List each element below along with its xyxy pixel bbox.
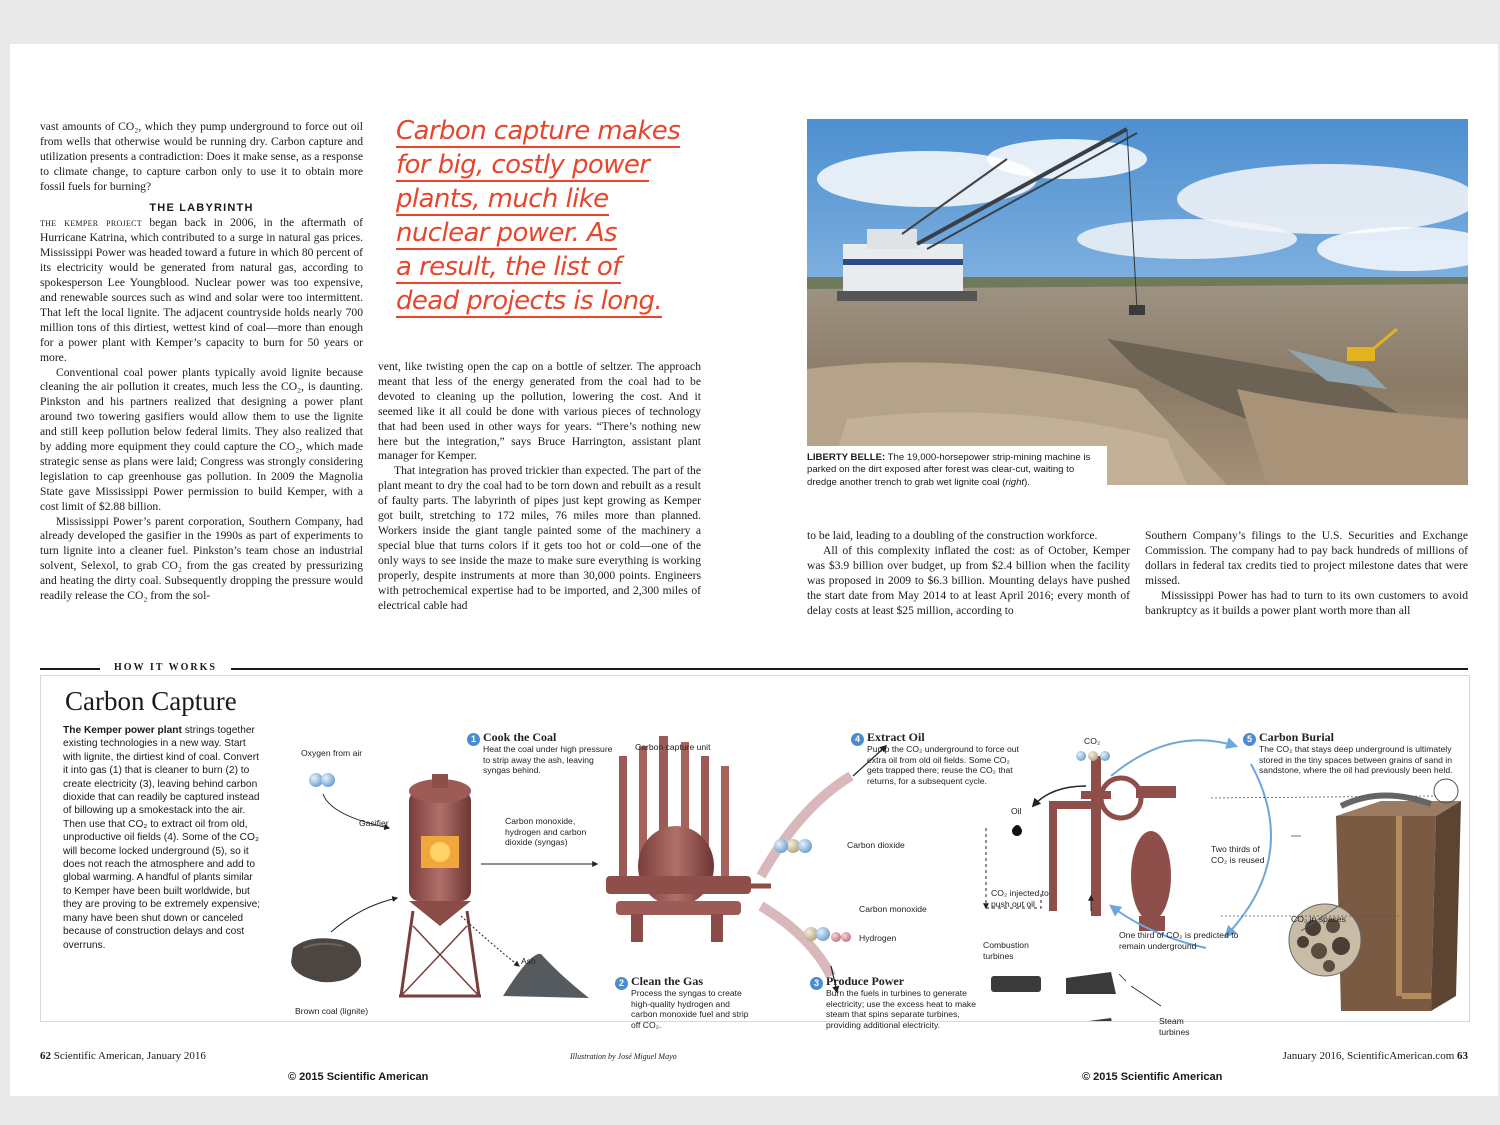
copyright-left: © 2015 Scientific American — [288, 1071, 429, 1083]
paragraph: to be laid, leading to a doubling of the construction workforce. — [807, 529, 1098, 542]
step-carbon-burial — [1246, 730, 1459, 776]
caption-italic: right — [1005, 476, 1025, 488]
step-number: 4 — [851, 733, 864, 746]
step-clean-gas — [618, 974, 751, 1031]
label-co2-spaces: CO₂ in spaces — [1291, 914, 1346, 924]
paragraph: vent, like twisting open the cap on a bottle of seltzer. The approach meant that less of the energy generated from the coal had to be devoted to cleaning up the pollution, lowering the cost. And it seemed like it all could be done with various pieces of technology that had been used in other ways for years. “There’s nothing new here but the integration,” says Bruce Harrington, assistant plant manager for Kemper. — [378, 360, 701, 463]
label-capture-unit: Carbon capture unit — [635, 742, 711, 752]
pull-quote — [396, 114, 696, 318]
pull-quote-line: Carbon capture makes — [396, 116, 681, 146]
caption-end: ). — [1024, 476, 1030, 488]
page-number: 63 — [1457, 1050, 1468, 1062]
photo-caption — [807, 446, 1107, 495]
folio-right — [1283, 1050, 1468, 1062]
paragraph: Conventional coal power plants typically avoid lignite because cleaning the air pollution it creates, much less the CO₂, is daunting. Pinkston and his partners realized that designing a power plant around two towering gasifiers would allow them to use the lignite and still keep pollution below federal limits. They also realized that by adding more equipment they could capture the CO₂, which made strategic sense as plans were laid; Congress was strongly considering legislation to cap greenhouse gas pollution. In 2009 the Magnolia State gave Mississippi Power permission to build Kemper, with a cost limit of $2.88 billion. — [40, 365, 363, 513]
paragraph-text: began back in 2006, in the aftermath of Hurricane Katrina, which contributed to a surge in natural gas prices. Mississippi Power was headed toward a future in which 80 percent of its electricity would be generated from natural gas, according to spokesperson Lee Youngblood. Nuclear power was too expensive, and renewable sources such as wind and solar were too intermittent. That left the local lignite. The adjacent countryside holds nearly 700 million tons of this dirtiest, wettest kind of coal—more than enough for a power plant with Kemper’s capacity to burn for 50 years or more. — [40, 216, 363, 364]
sandstone-block-icon — [1336, 795, 1461, 1011]
strip-mine-image — [807, 119, 1468, 485]
caption-text: The 19,000-horsepower strip-mining machine is parked on the dirt exposed after forest was clear-cut, waiting to dredge another trench to grab wet lignite coal ( — [807, 452, 1091, 488]
label-h2-out: Hydrogen — [859, 933, 897, 943]
label-oil: Oil — [1011, 806, 1022, 816]
pull-quote-line: a result, the list of — [396, 252, 621, 282]
step-title: Carbon Burial — [1259, 730, 1335, 744]
magazine-spread — [10, 44, 1498, 1096]
illustration-credit: Illustration by José Miguel Mayo — [570, 1052, 677, 1061]
oxygen-molecule-icon — [309, 773, 323, 787]
label-co-out: Carbon monoxide — [859, 904, 927, 914]
label-gasifier: Gasifier — [359, 818, 389, 828]
intro-lead: The Kemper power plant — [63, 725, 182, 736]
lead-in: the kemper project — [40, 216, 142, 230]
step-title: Produce Power — [826, 974, 905, 988]
paragraph: vast amounts of CO₂, which they pump underground to force out oil from wells that otherwise would be running dry. Carbon capture and utilization presents a contradiction: Does it make sense, as a response to climate change, to capture carbon only to use it to obtain more fossil fuels for burning? — [40, 120, 363, 193]
body-column-4 — [1145, 529, 1468, 618]
caption-lead: LIBERTY BELLE: — [807, 452, 886, 463]
paragraph: Mississippi Power has had to turn to its own customers to avoid bankruptcy as it builds a power plant worth more than all — [1145, 588, 1468, 617]
step-number: 2 — [615, 977, 628, 990]
carbon-capture-infographic — [40, 675, 1470, 1037]
step-title: Extract Oil — [867, 730, 925, 744]
paragraph: All of this complexity inflated the cost: as of October, Kemper was $3.9 billion over budget, up from $2.4 billion when the facility was proposed in 2009 to $6.3 billion. Mounting delays have pushed the start date from May 2014 to at least April 2016; every month of delay costs at least $25 million, according to — [807, 543, 1130, 617]
copyright-right: © 2015 Scientific American — [1082, 1071, 1223, 1083]
step-cook-coal — [470, 730, 613, 776]
intro-text: strings together existing technologies in a new way. Start with lignite, the dirtiest kind of coal. Convert it into gas (1) that is cleaner to burn (2) to create electricity (3), leaving behind carbon dioxide that can readily be captured instead of billowing up a smokestack into the air. Then use that CO₂ to extract oil from old, unproductive oil fields (4). Some of the CO₂ will become locked underground (5), so it does not reach the atmosphere and add to global warming. A handful of plants similar to Kemper have been built worldwide, but they are proving to be extremely expensive; many have been shut down or canceled because of construction delays and cost overruns. — [63, 725, 261, 951]
ash-pile-icon — [503, 954, 589, 998]
step-text: Heat the coal under high pressure to strip away the ash, leaving syngas behind. — [483, 743, 613, 776]
pull-quote-line: nuclear power. As — [396, 218, 617, 248]
step-text: Pump the CO₂ underground to force out extra oil from old oil fields. Some CO₂ gets trapped there; reuse the CO₂ that returns, for a subsequent cycle. — [867, 743, 1019, 787]
step-text: The CO₂ that stays deep underground is ultimately stored in the tiny spaces between grains of sand in sandstone, where the oil had previously been held. — [1259, 743, 1453, 776]
label-combustion: Combustion turbines — [983, 940, 1029, 961]
dragline-photo — [807, 119, 1468, 485]
step-title: Clean the Gas — [631, 974, 703, 988]
label-injected: CO₂ injected to push out oil — [991, 888, 1049, 909]
paragraph: Mississippi Power’s parent corporation, Southern Company, had already developed the gasifier in the 1990s as part of experiments to turn lignite into a cleaner fuel. Pinkston’s team chose an industrial solvent, Selexol, to grab CO₂ from the gas created by pressurizing and heating the dirty coal. Subsequently dropping the pressure would readily release the CO₂ from the sol- — [40, 514, 363, 603]
label-two-thirds: Two thirds of CO₂ is reused — [1211, 844, 1265, 865]
label-brown-coal: Brown coal (lignite) — [295, 1006, 369, 1016]
folio-text: January 2016, ScientificAmerican.com — [1282, 1050, 1455, 1062]
pull-quote-line: plants, much like — [396, 184, 609, 214]
label-steam: Steam turbines — [1159, 1016, 1190, 1037]
folio-text: Scientific American, January 2016 — [53, 1050, 206, 1062]
gasifier-icon — [399, 774, 481, 996]
step-extract-oil — [854, 730, 1027, 787]
turbines-icon — [991, 972, 1116, 1021]
graphic-title: Carbon Capture — [65, 686, 237, 716]
step-title: Cook the Coal — [483, 730, 557, 744]
pull-quote-line: dead projects is long. — [396, 286, 663, 316]
step-text: Burn the fuels in turbines to generate electricity; use the excess heat to make steam that spins separate turbines, providing additional electricity. — [826, 987, 976, 1031]
step-produce-power — [813, 974, 976, 1031]
section-rule — [40, 668, 1468, 670]
step-text: Process the syngas to create high-quality hydrogen and carbon monoxide fuel and strip off CO₂. — [631, 987, 749, 1031]
page-number: 62 — [40, 1050, 51, 1062]
how-it-works-label: HOW IT WORKS — [100, 662, 231, 673]
label-co2-molecule: CO₂ — [1084, 736, 1101, 746]
label-one-third: One third of CO₂ is predicted to remain underground — [1119, 930, 1239, 951]
body-column-2 — [378, 360, 701, 613]
step-number: 5 — [1243, 733, 1256, 746]
oil-well-icon — [1049, 756, 1176, 931]
paragraph — [40, 216, 363, 365]
step-number: 1 — [467, 733, 480, 746]
paragraph: That integration has proved trickier than expected. The part of the plant meant to dry the coal had to be torn down and rebuilt as a result of faulty parts. The labyrinth of pipes just kept growing as Kemper got built, stretching to 172 miles, 76 miles more than planned. Workers inside the giant tangle painted some of the machinery a special blue that turns colors if it gets too hot or cold—one of the only ways to see inside the maze to make sure everything is working properly, despite instruments at more than 30,000 points. Engineers with petrochemical expertise had to be imported, and 2,300 miles of electrical cable had — [378, 464, 701, 612]
step-number: 3 — [810, 977, 823, 990]
body-column-3 — [807, 529, 1130, 618]
body-column-1 — [40, 120, 363, 604]
carbon-capture-unit-icon — [606, 736, 771, 942]
pull-quote-line: for big, costly power — [396, 150, 650, 180]
folio-left — [40, 1050, 206, 1062]
label-co2-out: Carbon dioxide — [847, 840, 905, 850]
paragraph: Southern Company’s filings to the U.S. Securities and Exchange Commission. The company had to pay back hundreds of millions of dollars in federal tax credits tied to project milestone dates that were missed. — [1145, 529, 1468, 587]
label-oxygen: Oxygen from air — [301, 748, 363, 758]
label-ash: Ash — [521, 956, 536, 966]
label-syngas: Carbon monoxide, hydrogen and carbon dioxide (syngas) — [505, 816, 587, 847]
section-heading: THE LABYRINTH — [149, 201, 254, 214]
oil-drop-icon — [1012, 825, 1022, 836]
